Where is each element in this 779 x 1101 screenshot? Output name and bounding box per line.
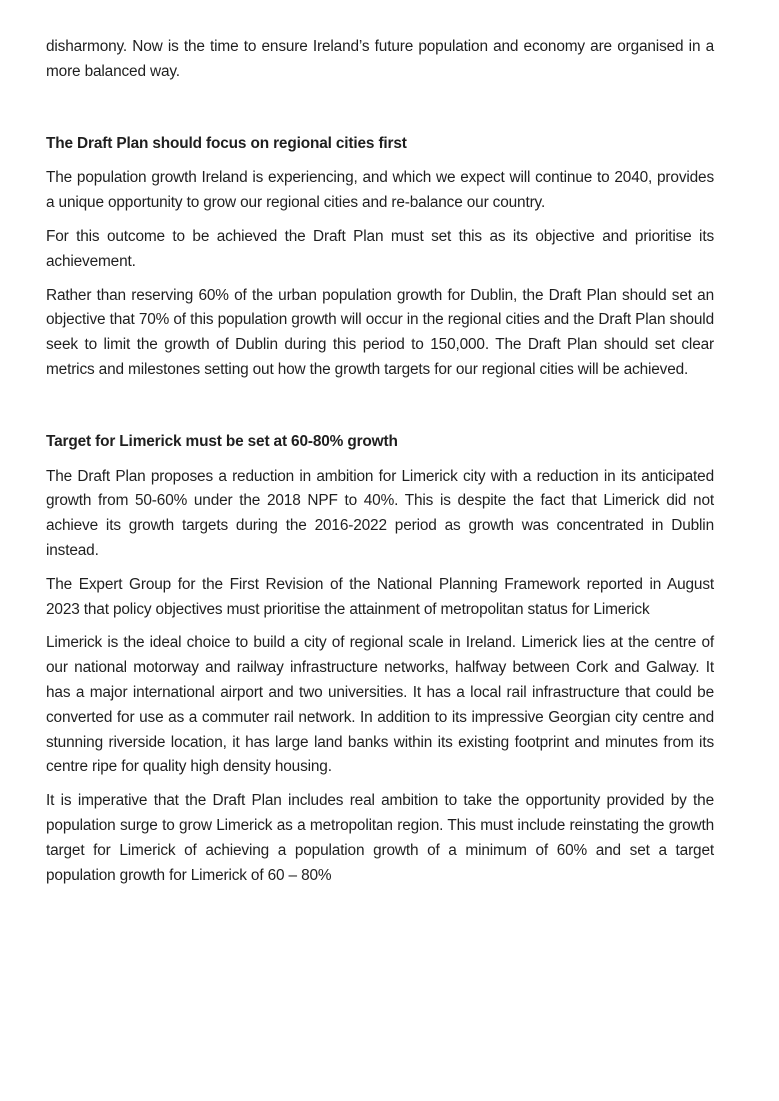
paragraph: It is imperative that the Draft Plan includes real ambition to take the opportunity provided by the population surge to grow Limerick as a metropolitan region. This must include reinstating the growth target for Limerick of achieving a population growth of a minimum of 60% and set a target population growth for Limerick of 60 – 80% [46, 792, 714, 884]
section-spacer [46, 94, 714, 132]
section-limerick-target [46, 430, 714, 889]
paragraph: For this outcome to be achieved the Draft Plan must set this as its objective and prioritise its achievement. [46, 227, 714, 270]
intro-paragraph: disharmony. Now is the time to ensure Ireland’s future population and economy are organised in a more balanced way. [46, 38, 714, 80]
section-spacer [46, 392, 714, 430]
paragraph: The Expert Group for the First Revision of the National Planning Framework reported in August 2023 that policy objectives must prioritise the attainment of metropolitan status for Limerick [46, 575, 714, 618]
section-heading: The Draft Plan should focus on regional cities first [46, 134, 407, 152]
section-regional-cities [46, 132, 714, 383]
document-page [46, 35, 714, 897]
section-heading: Target for Limerick must be set at 60-80% growth [46, 432, 398, 450]
paragraph: The Draft Plan proposes a reduction in ambition for Limerick city with a reduction in its anticipated growth from 50-60% under the 2018 NPF to 40%. This is despite the fact that Limerick did not achieve its growth targets during the 2016-2022 period as growth was concentrated in Dublin instead. [46, 467, 714, 559]
paragraph: Limerick is the ideal choice to build a city of regional scale in Ireland. Limerick lies at the centre of our national motorway and railway infrastructure networks, halfway between Cork and Galway. It has a major international airport and two universities. It has a local rail infrastructure that could be converted for use as a commuter rail network. In addition to its impressive Georgian city centre and stunning riverside location, it has large land banks within its existing footprint and minutes from its centre ripe for quality high density housing. [46, 634, 714, 776]
paragraph: Rather than reserving 60% of the urban population growth for Dublin, the Draft Plan should set an objective that 70% of this population growth will occur in the regional cities and the Draft Plan should seek to limit the growth of Dublin during this period to 150,000. The Draft Plan should set clear metrics and milestones setting out how the growth targets for our regional cities will be achieved. [46, 286, 714, 378]
paragraph: The population growth Ireland is experiencing, and which we expect will continue to 2040, provides a unique opportunity to grow our regional cities and re-balance our country. [46, 169, 714, 212]
